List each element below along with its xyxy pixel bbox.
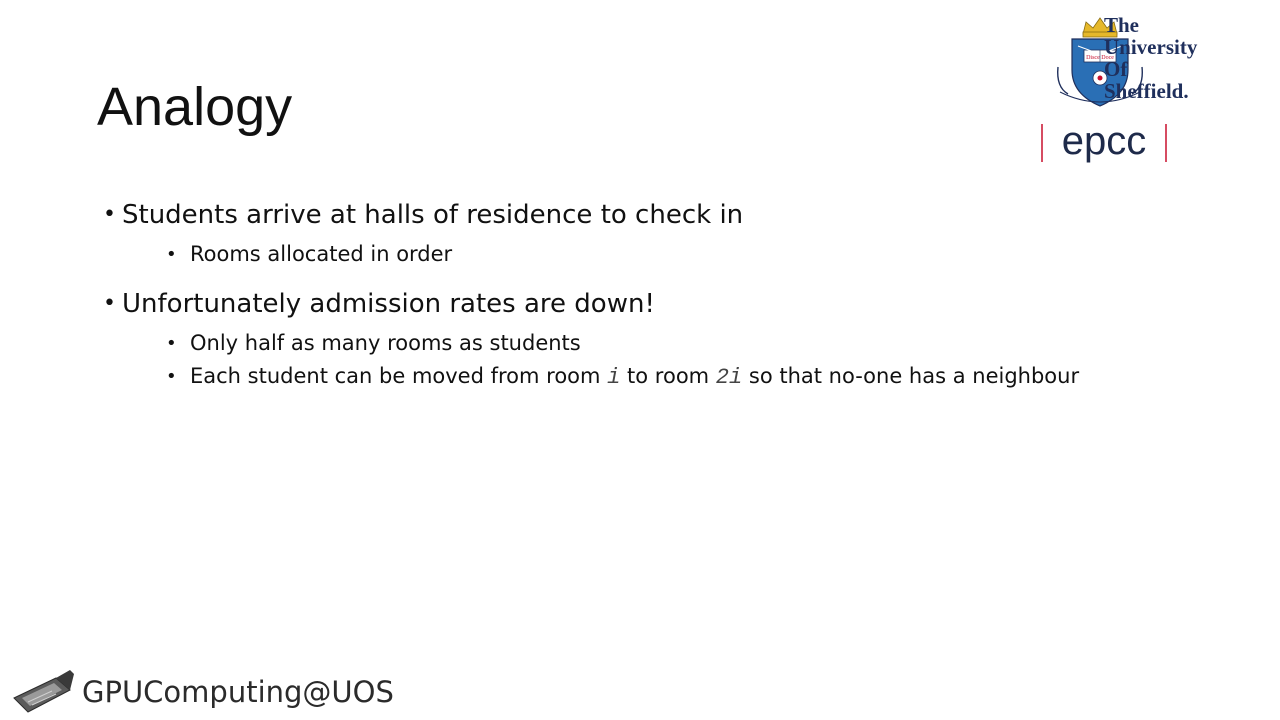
sub-bullet-text: so that no-one has a neighbour bbox=[742, 364, 1080, 388]
sub-bullet-list bbox=[122, 238, 1163, 271]
sub-bullet-item: • Rooms allocated in order bbox=[122, 238, 1163, 271]
sub-bullet-list bbox=[122, 327, 1163, 394]
university-name-line: The bbox=[1104, 13, 1140, 37]
gpu-card-icon bbox=[14, 670, 74, 712]
sub-bullet-item bbox=[122, 360, 1163, 394]
slide-title: Analogy bbox=[97, 77, 293, 137]
university-name-line: Of bbox=[1104, 57, 1128, 81]
svg-text:GPUComputing@UOS: GPUComputing@UOS bbox=[82, 675, 394, 709]
svg-text:epcc: epcc bbox=[1061, 119, 1147, 163]
bullet-text: Unfortunately admission rates are down! bbox=[122, 289, 655, 319]
variable-2i: 2i bbox=[715, 365, 743, 390]
bullet-item bbox=[103, 196, 1163, 271]
svg-text:Disce Doce: Disce Doce bbox=[1086, 55, 1114, 61]
university-name-line: University bbox=[1104, 35, 1198, 59]
bullet-item bbox=[103, 285, 1163, 394]
sub-bullet-item: • Only half as many rooms as students bbox=[122, 327, 1163, 360]
bullet-list bbox=[103, 196, 1163, 408]
gpu-computing-logo bbox=[12, 664, 412, 716]
sub-bullet-text: to room bbox=[620, 364, 716, 388]
variable-i: i bbox=[607, 365, 621, 390]
university-name bbox=[1104, 14, 1197, 102]
epcc-logo bbox=[1039, 118, 1169, 166]
bullet-text: Students arrive at halls of residence to check in bbox=[122, 200, 744, 230]
university-name-line: Sheffield. bbox=[1104, 79, 1189, 103]
sub-bullet-text: Each student can be moved from room bbox=[190, 364, 608, 388]
